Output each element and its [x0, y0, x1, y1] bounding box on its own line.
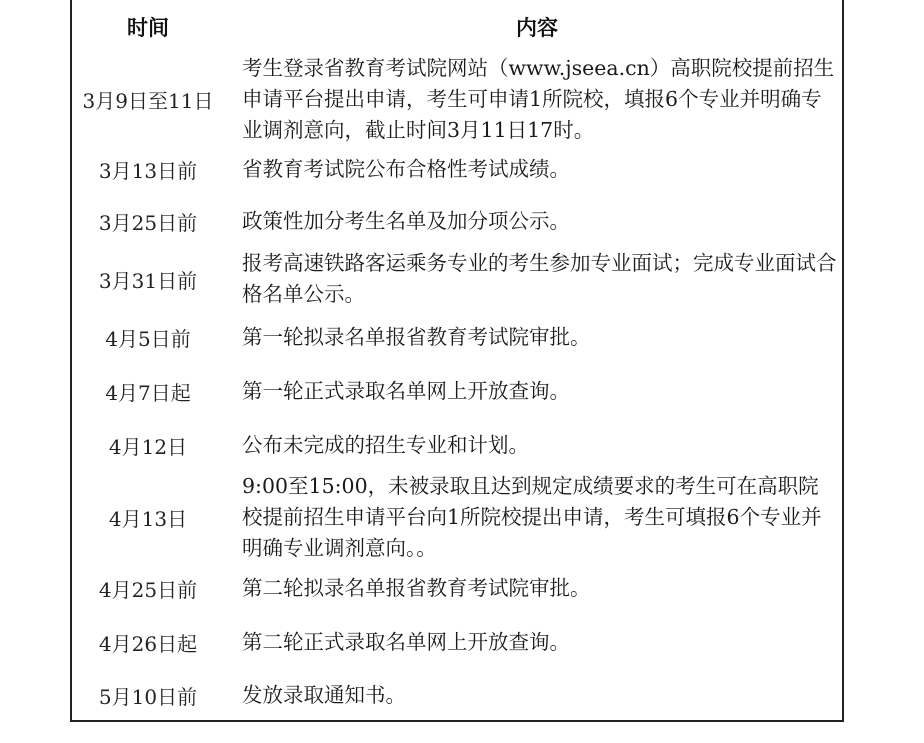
row-content: 省教育考试院公布合格性考试成绩。: [242, 156, 570, 181]
row-time: 3月31日前: [98, 268, 198, 293]
row-time: 4月26日起: [98, 631, 198, 656]
table-row: [72, 364, 842, 418]
header-content: 内容: [516, 16, 558, 40]
row-time: 3月25日前: [98, 210, 198, 235]
row-content: 报考高速铁路客运乘务专业的考生参加专业面试；完成专业面试合格名单公示。: [242, 251, 837, 306]
table-row: [72, 472, 842, 562]
table-row: [72, 248, 842, 310]
table-row: [72, 54, 842, 144]
row-content: 9:00至15:00，未被录取且达到规定成绩要求的考生可在高职院校提前招生申请平台向1所院校提出申请，考生可填报6个专业并明确专业调剂意向。。: [242, 473, 822, 560]
table-row: [72, 614, 842, 670]
table-row: [72, 418, 842, 472]
schedule-table: [70, 0, 844, 722]
row-content: 第二轮正式录取名单网上开放查询。: [242, 629, 570, 654]
row-time: 4月12日: [108, 434, 188, 459]
row-time: 4月13日: [108, 506, 188, 531]
row-time: 5月10日前: [98, 684, 198, 709]
row-time: 4月25日前: [98, 577, 198, 602]
row-content: 第一轮拟录名单报省教育考试院审批。: [242, 324, 591, 349]
row-time: 4月5日前: [105, 326, 191, 351]
row-content: 政策性加分考生名单及加分项公示。: [242, 208, 570, 233]
row-content: 考生登录省教育考试院网站（www.jseea.cn）高职院校提前招生申请平台提出申请，考生可申请1所院校，填报6个专业并明确专业调剂意向，截止时间3月11日17时。: [242, 55, 835, 142]
row-time: 3月9日至11日: [82, 88, 214, 113]
table-row: [72, 310, 842, 364]
table-row: [72, 194, 842, 248]
row-time: 4月7日起: [105, 380, 191, 405]
table-header: [72, 0, 842, 54]
table-row: [72, 670, 842, 720]
row-content: 发放录取通知书。: [242, 682, 406, 707]
table-row: [72, 144, 842, 194]
table-row: [72, 562, 842, 614]
row-content: 第二轮拟录名单报省教育考试院审批。: [242, 575, 591, 600]
row-time: 3月13日前: [98, 158, 198, 183]
header-time: 时间: [127, 16, 169, 40]
row-content: 公布未完成的招生专业和计划。: [242, 432, 529, 457]
row-content: 第一轮正式录取名单网上开放查询。: [242, 378, 570, 403]
